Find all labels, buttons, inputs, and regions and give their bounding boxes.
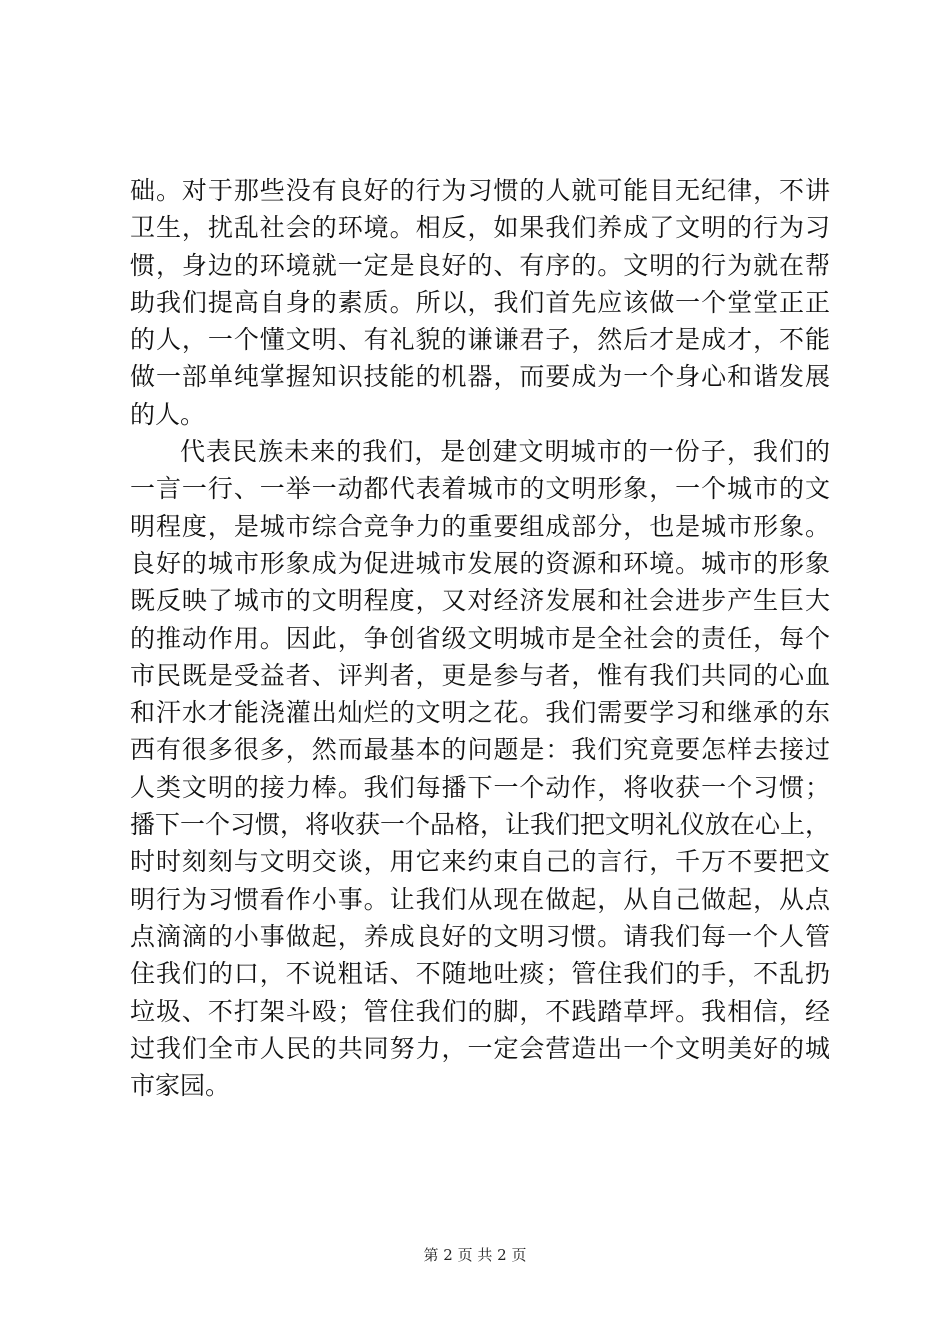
text-line: 点滴滴的小事做起，养成良好的文明习惯。请我们每一个人管	[130, 921, 830, 951]
text-line: 良好的城市形象成为促进城市发展的资源和环境。城市的形象	[130, 548, 830, 578]
text-line: 的推动作用。因此，争创省级文明城市是全社会的责任，每个	[130, 623, 830, 653]
text-line: 市家园。	[130, 1071, 231, 1101]
text-line: 垃圾、不打架斗殴；管住我们的脚，不践踏草坪。我相信，经	[130, 996, 830, 1026]
page-number-footer: 第 2 页 共 2 页	[423, 1246, 527, 1264]
text-line: 惯，身边的环境就一定是良好的、有序的。文明的行为就在帮	[130, 250, 830, 280]
text-line: 人类文明的接力棒。我们每播下一个动作，将收获一个习惯；	[130, 772, 830, 802]
text-line: 做一部单纯掌握知识技能的机器，而要成为一个身心和谐发展	[130, 362, 830, 392]
text-line: 明程度，是城市综合竞争力的重要组成部分，也是城市形象。	[130, 511, 830, 541]
text-line: 的人，一个懂文明、有礼貌的谦谦君子，然后才是成才，不能	[130, 325, 830, 355]
text-line: 时时刻刻与文明交谈，用它来约束自己的言行，千万不要把文	[130, 847, 830, 877]
paragraph-1	[130, 172, 830, 433]
text-line: 助我们提高自身的素质。所以，我们首先应该做一个堂堂正正	[130, 287, 830, 317]
text-line: 和汗水才能浇灌出灿烂的文明之花。我们需要学习和继承的东	[130, 698, 830, 728]
text-line: 的人。	[130, 399, 206, 429]
text-line: 市民既是受益者、评判者，更是参与者，惟有我们共同的心血	[130, 660, 830, 690]
text-line: 播下一个习惯，将收获一个品格，让我们把文明礼仪放在心上，	[130, 810, 831, 840]
document-body	[130, 172, 830, 1104]
text-line: 代表民族未来的我们，是创建文明城市的一份子，我们的	[180, 437, 830, 467]
text-line: 明行为习惯看作小事。让我们从现在做起，从自己做起，从点	[130, 884, 830, 914]
text-line: 础。对于那些没有良好的行为习惯的人就可能目无纪律，不讲	[130, 176, 830, 205]
text-line: 西有很多很多，然而最基本的问题是：我们究竟要怎样去接过	[130, 735, 830, 765]
text-line: 过我们全市人民的共同努力，一定会营造出一个文明美好的城	[130, 1033, 830, 1063]
paragraph-2	[130, 433, 830, 1104]
text-line: 住我们的口，不说粗话、不随地吐痰；管住我们的手，不乱扔	[130, 959, 830, 989]
text-line: 既反映了城市的文明程度，又对经济发展和社会进步产生巨大	[130, 586, 830, 616]
text-line: 一言一行、一举一动都代表着城市的文明形象，一个城市的文	[130, 474, 830, 504]
text-line: 卫生，扰乱社会的环境。相反，如果我们养成了文明的行为习	[130, 213, 830, 243]
